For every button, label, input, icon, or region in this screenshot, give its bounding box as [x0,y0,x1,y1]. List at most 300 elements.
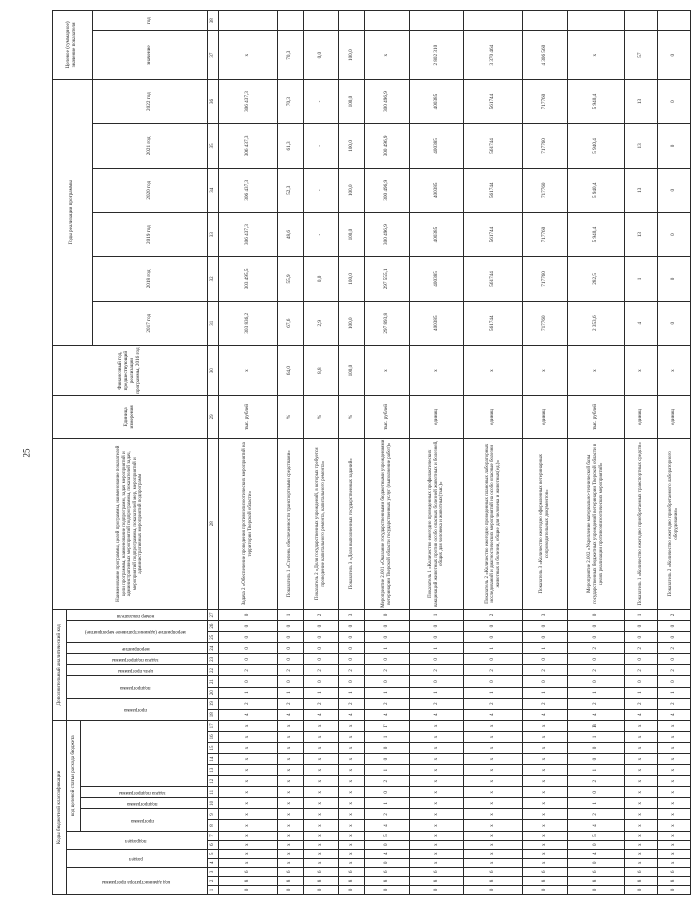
fin2016-cell: х [218,345,277,395]
code-cell: x [657,798,690,809]
code-cell: 8 [464,876,523,885]
table-row [277,11,303,895]
target-year-cell [339,11,365,31]
code-cell: 8 [409,876,463,885]
code-cell: x [218,831,277,840]
target-year-cell [303,11,338,31]
code-cell: x [339,720,365,731]
table-row [339,11,365,895]
year-value-cell: 5 940,4 [568,212,625,256]
header-admin: код администратора программы [67,867,208,894]
code-cell: 0 [277,676,303,687]
year-value-cell: 561744 [464,168,523,212]
year-value-cell: 400385 [409,124,463,168]
code-cell: 4 [657,709,690,720]
header-section: раздел [67,849,208,867]
header-budget-codes: Коды бюджетной классификации [53,720,67,894]
year-value-cell: 303 495,5 [218,257,277,301]
target-value-cell: 3 370 464 [464,31,523,79]
code-cell: 0 [277,643,303,654]
code-cell: 0 [409,676,463,687]
year-value-cell: - [303,212,338,256]
unit-cell: % [303,396,338,438]
code-cell: 0 [365,621,410,632]
code-cell: x [339,809,365,820]
year-value-cell: 306 437,3 [218,79,277,123]
header-subsection: подраздел [67,831,208,849]
code-cell: x [657,742,690,753]
header-measure: мероприятие [67,643,208,654]
code-cell: 0 [218,609,277,620]
code-cell: x [277,731,303,742]
code-cell: 0 [568,885,625,894]
code-cell: 2 [568,776,625,787]
unit-cell: % [339,396,365,438]
code-cell: x [277,849,303,858]
code-cell: 2 [624,643,657,654]
code-cell: 6 [365,867,410,876]
column-number-cell: 10 [208,798,219,809]
code-cell: 0 [339,643,365,654]
table-row [568,11,625,895]
code-cell: 4 [568,709,625,720]
code-cell: x [339,787,365,798]
target-value-cell: 70,3 [277,31,303,79]
code-cell: x [339,840,365,849]
row-name-cell: Показатель 1 «Степень обеспеченности транспортными средствами» [277,438,303,609]
target-value-cell: 0,0 [303,31,338,79]
code-cell: 0 [303,621,338,632]
code-cell: x [657,820,690,831]
fin2016-cell: х [568,345,625,395]
code-cell: 0 [657,632,690,643]
column-number-cell: 5 [208,849,219,858]
code-cell: x [523,776,568,787]
year-value-cell: 100,0 [339,212,365,256]
code-cell: 2 [303,665,338,676]
target-year-cell [277,11,303,31]
code-cell: 2 [303,609,338,620]
year-value-cell: 400385 [409,257,463,301]
code-cell: 1 [365,765,410,776]
code-cell: x [303,840,338,849]
code-cell: 0 [277,621,303,632]
row-name-cell: Показатель 2 «Количество ежегодно проведенных плановых лабораторных исследований и диагностических мероприятий на особо опасные болезни животных и болезни, общие для человека и животных(ед.)» [464,438,523,609]
year-value-cell: 300 496,9 [365,79,410,123]
target-year-cell [218,11,277,31]
column-number-cell: 27 [208,609,219,620]
code-cell: 4 [218,709,277,720]
code-cell: 0 [657,654,690,665]
column-numbers-row [208,11,219,895]
code-cell: x [523,820,568,831]
year-value-cell: 561744 [464,301,523,345]
year-value-cell: 52,3 [277,168,303,212]
year-value-cell: 282,5 [568,257,625,301]
code-cell: 0 [624,676,657,687]
code-cell: x [464,820,523,831]
code-cell: 0 [339,885,365,894]
code-cell: 6 [218,867,277,876]
code-cell: 1 [409,687,463,698]
header-analytic-code: Дополнительный аналитический код [53,609,67,720]
code-cell: x [464,858,523,867]
code-cell: x [624,831,657,840]
code-cell: 0 [303,632,338,643]
code-cell: 8 [339,876,365,885]
column-number-cell: 21 [208,676,219,687]
header-task: задача подпрограммы [81,787,208,798]
target-year-cell [568,11,625,31]
year-value-cell: 561744 [464,124,523,168]
code-cell: x [339,765,365,776]
code-cell: x [218,849,277,858]
year-value-cell: 67,6 [277,301,303,345]
code-cell: 4 [365,849,410,858]
year-value-cell: 61,3 [277,124,303,168]
code-cell: 5 [568,831,625,840]
column-number-cell: 33 [208,212,219,256]
header-direction-block [81,720,208,786]
code-cell: x [523,809,568,820]
code-cell: x [277,820,303,831]
column-number-cell: 8 [208,820,219,831]
code-cell: x [339,798,365,809]
code-cell: x [409,754,463,765]
year-value-cell: 561744 [464,79,523,123]
code-cell: x [218,765,277,776]
header-target-article: код целевой статьи расхода бюджета [67,720,81,831]
code-cell: 1 [624,687,657,698]
code-cell: 6 [277,867,303,876]
code-cell: 0 [624,654,657,665]
code-cell: 0 [218,621,277,632]
code-cell: x [218,798,277,809]
code-cell: 0 [277,885,303,894]
header-target-year: год [92,11,207,31]
target-value-cell: 4 306 560 [523,31,568,79]
code-cell: 2 [365,698,410,709]
code-cell: 1 [277,687,303,698]
code-cell: 4 [624,709,657,720]
code-cell: x [303,720,338,731]
code-cell: 2 [568,665,625,676]
year-value-cell: 717760 [523,79,568,123]
code-cell: x [339,754,365,765]
header-program2: программа [67,698,208,720]
code-cell: 2 [365,665,410,676]
header-year-2021: 2021 год [92,124,207,168]
code-cell: 0 [339,654,365,665]
code-cell: x [277,787,303,798]
year-value-cell: 717760 [523,212,568,256]
code-cell: x [339,849,365,858]
year-value-cell: 55,9 [277,257,303,301]
year-value-cell: 300 496,9 [365,124,410,168]
page-number: 25 [21,448,31,457]
fin2016-cell: 100,0 [339,345,365,395]
code-cell: 2 [523,665,568,676]
code-cell: В [568,720,625,731]
code-cell: x [218,820,277,831]
year-value-cell: 5 940,4 [568,124,625,168]
column-number-cell: 29 [208,396,219,438]
code-cell: 6 [409,867,463,876]
year-value-cell: 100,0 [339,124,365,168]
code-cell: 8 [624,876,657,885]
code-cell: 0 [339,632,365,643]
column-number-cell: 11 [208,787,219,798]
code-cell: x [624,820,657,831]
code-cell: x [624,858,657,867]
code-cell: 2 [365,809,410,820]
code-cell: 4 [409,709,463,720]
year-value-cell: 306 437,3 [218,212,277,256]
header-target-value: значение [92,31,207,79]
target-year-cell [409,11,463,31]
year-value-cell: 717760 [523,257,568,301]
unit-cell: единиц [624,396,657,438]
year-value-cell: 5 940,4 [568,79,625,123]
code-cell: x [409,858,463,867]
code-cell: x [339,742,365,753]
code-cell: x [409,820,463,831]
code-cell: x [657,731,690,742]
code-cell: 4 [568,849,625,858]
column-number-cell: 36 [208,79,219,123]
year-value-cell: 717760 [523,301,568,345]
code-cell: 4 [365,709,410,720]
code-cell: 4 [523,709,568,720]
code-cell: 1 [523,643,568,654]
code-cell: x [624,765,657,776]
year-value-cell: 0,0 [303,257,338,301]
code-cell: x [409,742,463,753]
year-value-cell: 0 [657,301,690,345]
code-cell: 6 [464,867,523,876]
code-cell: x [523,742,568,753]
year-value-cell: 0 [657,257,690,301]
year-value-cell: 300 496,9 [365,168,410,212]
header-goal: цель программы [67,665,208,676]
code-cell: x [464,720,523,731]
code-cell: 3 [339,609,365,620]
year-value-cell: - [303,168,338,212]
code-cell: 0 [365,632,410,643]
table-row [657,11,690,895]
code-cell: 0 [365,609,410,620]
year-value-cell: 70,3 [277,79,303,123]
code-cell: 0 [523,632,568,643]
column-number-cell: 1 [208,885,219,894]
code-cell: 2 [568,698,625,709]
code-cell: x [303,765,338,776]
code-cell: x [624,809,657,820]
code-cell: 0 [568,858,625,867]
table-row [409,11,463,895]
code-cell: x [409,776,463,787]
year-value-cell: 13 [624,168,657,212]
code-cell: 0 [409,632,463,643]
code-cell: 4 [277,709,303,720]
code-cell: x [409,809,463,820]
code-cell: 0 [464,621,523,632]
column-number-cell: 31 [208,301,219,345]
code-cell: x [464,754,523,765]
code-cell: 0 [218,654,277,665]
code-cell: 1 [365,687,410,698]
code-cell: 0 [365,885,410,894]
header-target: Целевое (суммарное) значение показателя [53,11,93,80]
code-cell: x [523,849,568,858]
column-number-cell: 30 [208,345,219,395]
code-cell: x [277,809,303,820]
code-cell: x [409,787,463,798]
code-cell: 6 [339,867,365,876]
code-cell: 0 [409,654,463,665]
code-cell: 0 [568,632,625,643]
fin2016-cell: х [409,345,463,395]
code-cell: x [523,765,568,776]
table-row [624,11,657,895]
column-number-cell: 6 [208,840,219,849]
code-cell: 0 [365,858,410,867]
code-cell: 2 [218,698,277,709]
code-cell: x [624,787,657,798]
code-cell: 0 [218,676,277,687]
header-administrative: мероприятие (административное мероприятие) [67,621,208,643]
code-cell: 2 [657,643,690,654]
code-cell: 2 [277,698,303,709]
code-cell: 8 [365,876,410,885]
code-cell: 1 [303,687,338,698]
code-cell: 1 [409,609,463,620]
code-cell: x [303,831,338,840]
code-cell: 5 [365,831,410,840]
code-cell: x [339,820,365,831]
code-cell: 1 [568,687,625,698]
code-cell: x [464,742,523,753]
year-value-cell: 306 437,3 [218,124,277,168]
code-cell: 8 [277,876,303,885]
unit-cell: единиц [464,396,523,438]
row-name-cell: Показатель 3 «Количество ежегодно оформленных ветеринарных сопроводительных документов» [523,438,568,609]
target-year-cell [523,11,568,31]
year-value-cell: 13 [624,124,657,168]
column-number-cell: 23 [208,654,219,665]
code-cell: 1 [365,643,410,654]
column-number-cell: 28 [208,438,219,609]
code-cell: x [277,720,303,731]
table-row [303,11,338,895]
code-cell: 2 [277,665,303,676]
year-value-cell: 4 [624,301,657,345]
unit-cell: % [277,396,303,438]
code-cell: 0 [277,632,303,643]
code-cell: 0 [303,654,338,665]
code-cell: 2 [218,665,277,676]
header-subprogram: подпрограмма [81,798,208,809]
code-cell: 8 [523,876,568,885]
code-cell: 0 [365,654,410,665]
column-number-cell: 35 [208,124,219,168]
code-cell: Г [365,720,410,731]
code-cell: 2 [339,698,365,709]
code-cell: x [657,787,690,798]
code-cell: x [339,858,365,867]
unit-cell: единиц [657,396,690,438]
code-cell: 2 [339,665,365,676]
header-indicator: номер показателя [67,609,208,620]
year-value-cell: 297 893,8 [365,301,410,345]
code-cell: x [303,798,338,809]
row-name-cell: Задача 2 «Обеспечение проведения противоэпизоотических мероприятий на территории Тверской области» [218,438,277,609]
code-cell: 1 [339,687,365,698]
code-cell: x [303,858,338,867]
year-value-cell: - [303,124,338,168]
code-cell: x [624,720,657,731]
code-cell: 0 [365,840,410,849]
code-cell: 0 [365,742,410,753]
code-cell: x [277,798,303,809]
code-cell: 0 [523,885,568,894]
code-cell: 0 [365,754,410,765]
code-cell: 1 [218,687,277,698]
code-cell: 8 [568,876,625,885]
code-cell: x [523,831,568,840]
header-unit: Единица измерения [53,396,208,438]
column-number-cell: 17 [208,720,219,731]
header-fin-year: Финансовый год, предшествующий реализации программы, 2016 год [53,345,208,395]
code-cell: 0 [568,676,625,687]
header-program: программа [81,809,208,831]
code-cell: x [523,731,568,742]
code-cell: 8 [657,876,690,885]
column-number-cell: 34 [208,168,219,212]
code-cell: 1 [657,687,690,698]
code-cell: x [409,798,463,809]
code-cell: 4 [464,709,523,720]
code-cell: 0 [339,621,365,632]
code-cell: 1 [523,687,568,698]
target-year-cell [657,11,690,31]
header-subprogram2: подпрограмма [67,676,208,698]
year-value-cell: 2,9 [303,301,338,345]
code-cell: x [218,720,277,731]
row-name-cell: Показатель 1 «Количество ежегодно приобретаемых транспортных средств» [624,438,657,609]
code-cell: 0 [218,885,277,894]
fin2016-cell: х [365,345,410,395]
code-cell: 6 [657,867,690,876]
year-value-cell: 1 [624,257,657,301]
code-cell: x [277,754,303,765]
code-cell: 0 [568,840,625,849]
target-value-cell: х [568,31,625,79]
code-cell: x [339,776,365,787]
code-cell: 2 [409,665,463,676]
code-cell: 0 [523,654,568,665]
year-value-cell: - [303,79,338,123]
code-cell: 0 [409,621,463,632]
code-cell: 2 [464,609,523,620]
code-cell: x [277,776,303,787]
code-cell: x [303,731,338,742]
table-row [523,11,568,895]
code-cell: 0 [568,621,625,632]
row-name-cell: Показатель 2 «Количество ежегодно приобретаемого лабораторного оборудования» [657,438,690,609]
code-cell: x [657,849,690,858]
column-number-cell: 25 [208,632,219,643]
